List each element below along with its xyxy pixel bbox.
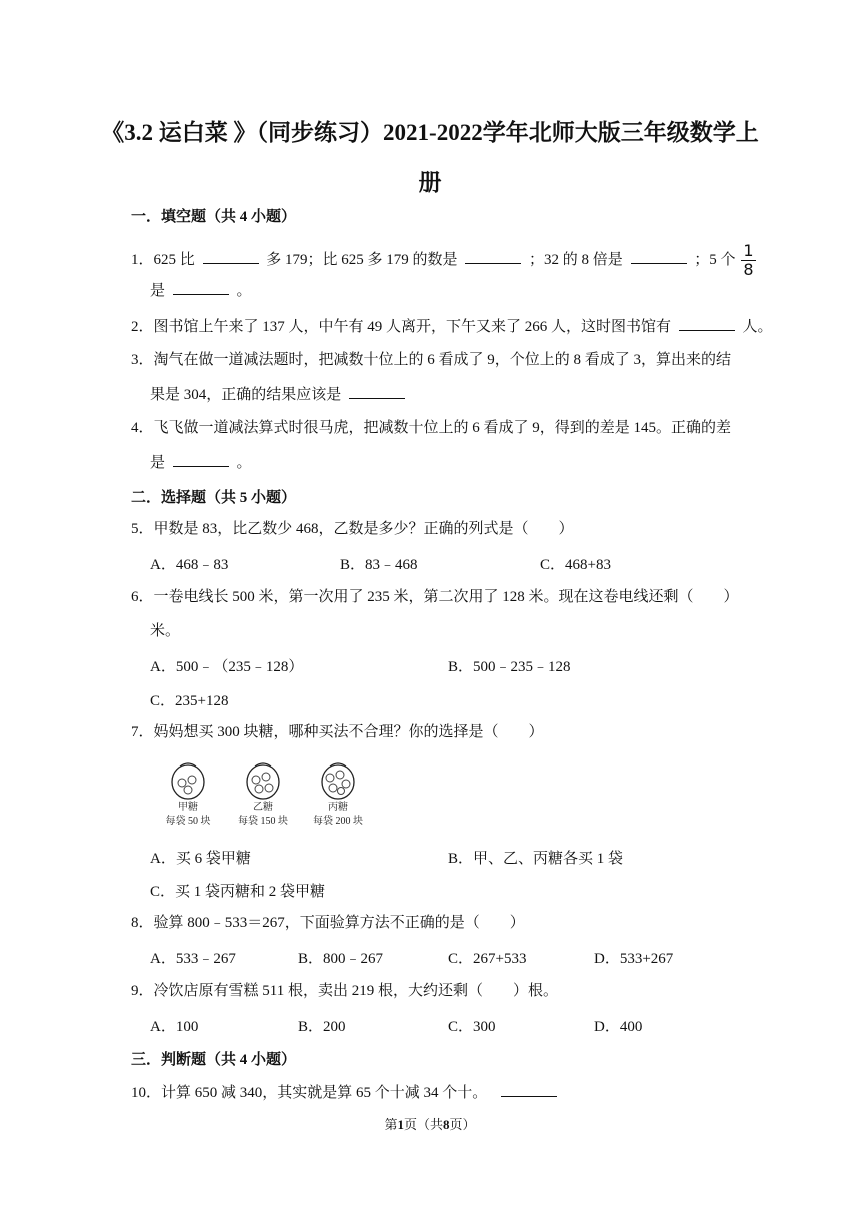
q7-option-c: C．买 1 袋丙糖和 2 袋甲糖 xyxy=(150,884,326,900)
section-heading-choice: 二．选择题（共 5 小题） xyxy=(131,490,297,506)
q9-option-c: C．300 xyxy=(448,1019,496,1035)
q6-option-b: B．500﹣235﹣128 xyxy=(448,659,571,675)
question-8-stem: 8．验算 800﹣533＝267，下面验算方法不正确的是（ ） xyxy=(131,915,525,931)
question-3-line-1: 3．淘气在做一道减法题时，把减数十位上的 6 看成了 9，个位上的 8 看成了 3，算出来的结 xyxy=(131,352,732,368)
question-3-line-2: 果是 304，正确的结果应该是 xyxy=(150,384,409,405)
q9-option-a: A．100 xyxy=(150,1019,199,1035)
q1-text-b: 多 179；比 625 多 179 的数是 xyxy=(266,251,458,268)
answer-blank xyxy=(679,316,735,331)
answer-blank xyxy=(465,249,521,264)
fraction-one-eighth: $\frac{1}{8}$ xyxy=(743,241,754,279)
total-page-count: 8 xyxy=(443,1117,450,1132)
candy-bag-bing xyxy=(322,763,354,799)
bag-jia-name: 甲糖 xyxy=(178,802,198,813)
q1-text-a: 1．625 比 xyxy=(131,251,195,268)
current-page-number: 1 xyxy=(397,1117,404,1132)
question-4-line-1: 4．飞飞做一道减法算式时很马虎，把减数十位上的 6 看成了 9，得到的差是 145。正确的差 xyxy=(131,420,732,436)
q1-text-c: ；32 的 8 倍是 xyxy=(529,251,623,268)
bag-yi-desc: 每袋 150 块 xyxy=(238,816,288,827)
question-1-line-2 xyxy=(150,280,252,301)
question-6-line-1: 6．一卷电线长 500 米，第一次用了 235 米，第二次用了 128 米。现在这卷电线还剩（ ） xyxy=(131,589,739,605)
candy-bag-jia xyxy=(172,763,204,799)
q6-option-c: C．235+128 xyxy=(150,693,229,709)
question-5-stem: 5．甲数是 83，比乙数少 468，乙数是多少？正确的列式是（ ） xyxy=(131,521,574,537)
candy-bags-illustration xyxy=(160,760,390,830)
bag-jia-desc: 每袋 50 块 xyxy=(165,816,211,827)
question-9-stem: 9．冷饮店原有雪糕 511 根，卖出 219 根，大约还剩（ ）根。 xyxy=(131,983,558,999)
q5-option-b: B．83﹣468 xyxy=(340,557,418,573)
question-10: 10．计算 650 减 340，其实就是算 65 个十减 34 个十。 xyxy=(131,1082,561,1103)
q5-option-a: A．468﹣83 xyxy=(150,557,229,573)
answer-blank xyxy=(349,384,405,399)
q1-text-d: ；5 个 xyxy=(694,251,736,268)
answer-blank xyxy=(173,452,229,467)
q1-text-e: 是 xyxy=(150,283,166,299)
q8-option-d: D．533+267 xyxy=(594,951,674,967)
q8-option-c: C．267+533 xyxy=(448,951,527,967)
answer-blank xyxy=(501,1082,557,1097)
bag-yi-name: 乙糖 xyxy=(253,802,273,813)
q7-option-a: A．买 6 袋甲糖 xyxy=(150,851,251,867)
q9-option-d: D．400 xyxy=(594,1019,643,1035)
bag-bing-desc: 每袋 200 块 xyxy=(313,816,363,827)
page-footer: 第1页（共8页） xyxy=(384,1117,476,1132)
question-7-stem: 7．妈妈想买 300 块糖，哪种买法不合理？你的选择是（ ） xyxy=(131,724,544,740)
section-heading-fill-blank: 一．填空题（共 4 小题） xyxy=(131,209,297,225)
q1-text-f: 。 xyxy=(236,283,252,299)
question-2: 2．图书馆上午来了 137 人，中午有 49 人离开，下午又来了 266 人，这时图书馆有 人。 xyxy=(131,316,773,337)
q6-option-a: A．500﹣（235﹣128） xyxy=(150,659,304,675)
answer-blank xyxy=(631,249,687,264)
bag-bing-name: 丙糖 xyxy=(328,802,348,813)
q9-option-b: B．200 xyxy=(298,1019,346,1035)
answer-blank xyxy=(203,249,259,264)
q7-option-b: B．甲、乙、丙糖各买 1 袋 xyxy=(448,851,624,867)
question-1-line-1 xyxy=(131,242,756,279)
answer-blank xyxy=(173,280,229,295)
q8-option-b: B．800﹣267 xyxy=(298,951,384,967)
question-6-line-2: 米。 xyxy=(150,623,181,639)
section-heading-judgement: 三．判断题（共 4 小题） xyxy=(131,1052,297,1068)
candy-bag-yi xyxy=(247,763,279,799)
q8-option-a: A．533﹣267 xyxy=(150,951,236,967)
q5-option-c: C．468+83 xyxy=(540,557,611,573)
question-4-line-2: 是 。 xyxy=(150,452,252,473)
page-title: 《3.2 运白菜 》（同步练习）2021-2022学年北师大版三年级数学上册 xyxy=(101,120,759,195)
